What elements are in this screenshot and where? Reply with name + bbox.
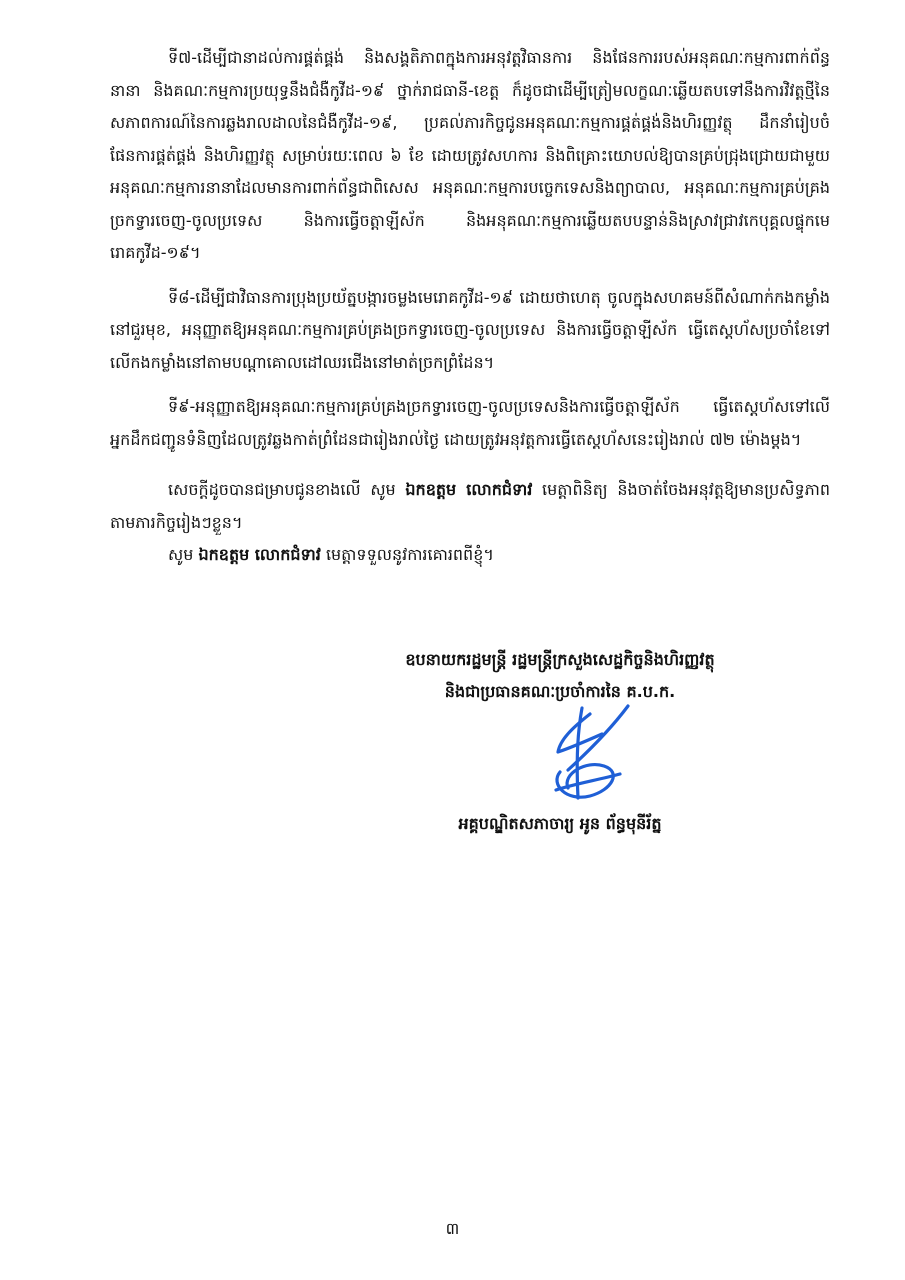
closing-request <box>110 474 830 539</box>
page-number: ៣ <box>445 1219 460 1238</box>
paragraph-9: ទី៩-អនុញ្ញាតឱ្យអនុគណៈកម្មការគ្រប់គ្រងច្រកទ្វារចេញ-ចូលប្រទេសនិងការធ្វើចត្តាឡីស័ក ធ្វើតេស្តហ័សទៅលើអ្នកដឹកជញ្ជូនទំនិញដែលត្រូវឆ្លងកាត់ព្រំដែនជារៀងរាល់ថ្ងៃ ដោយត្រូវអនុវត្តការធ្វើតេស្តហ័សនេះរៀងរាល់ ៧២ ម៉ោងម្តង។ <box>110 397 830 449</box>
paragraph-8: ទី៨-ដើម្បីជាវិធានការប្រុងប្រយ័ត្នបង្ការចម្លងមេរោគកូវីដ-១៩ ដោយថាហេតុ ចូលក្នុងសហគមន៍ពីសំណាក់កងកម្លាំងនៅជួរមុខ, អនុញ្ញាតឱ្យអនុគណៈកម្មការគ្រប់គ្រងច្រកទ្វារចេញ-ចូលប្រទេស និងការធ្វើចត្តាឡីស័ក ធ្វើតេស្តហ័សប្រចាំខែទៅលើកងកម្លាំងនៅតាមបណ្តាគោលដៅឈរជើងនៅមាត់ច្រកព្រំដែន។ <box>110 287 830 372</box>
closing-respect-addressee: ឯកឧត្តម លោកជំទាវ <box>198 545 321 564</box>
signatory-title <box>280 644 840 708</box>
closing-request-post: មេត្តាពិនិត្យ និងចាត់ចែងអនុវត្តឱ្យមានប្រសិទ្ធភាព តាមភារកិច្ចរៀងៗខ្លួន។ <box>110 480 831 532</box>
closing-respect-pre: សូម <box>168 545 199 564</box>
signatory-title-line2: និងជាប្រធានគណៈប្រចាំការនៃ គ.ប.ក. <box>444 682 676 701</box>
closing-request-addressee: ឯកឧត្តម លោកជំទាវ <box>405 480 533 499</box>
body-text <box>110 42 830 572</box>
signer-name: អគ្គបណ្ឌិតសភាចារ្យ អូន ព័ន្ធមុនីរ័ត្ន <box>458 814 662 833</box>
closing-request-pre: សេចក្តីដូចបានជម្រាបជូនខាងលើ សូម <box>168 480 406 499</box>
closing-respect <box>110 539 830 572</box>
paragraph-7: ទី៧-ដើម្បីជានាដល់ការផ្គត់ផ្គង់ និងសង្គតិភាពក្នុងការអនុវត្តវិធានការ និងផែនការរបស់អនុគណៈកម្មការពាក់ព័ន្ធនានា និងគណៈកម្មការប្រយុទ្ធនឹងជំងឺកូវីដ-១៩ ថ្នាក់រាជធានី-ខេត្ត ក៏ដូចជាដើម្បីត្រៀមលក្ខណៈឆ្លើយតបទៅនឹងការវិវត្តថ្មីនៃសភាពការណ៍នៃការឆ្លងរាលដាលនៃជំងឺកូវីដ-១៩, ប្រគល់ភារកិច្ចជូនអនុគណៈកម្មការផ្គត់ផ្គង់និងហិរញ្ញវត្ថុ ដឹកនាំរៀបចំផែនការផ្គត់ផ្គង់ និងហិរញ្ញវត្ថុ សម្រាប់រយៈពេល ៦ ខែ ដោយត្រូវសហការ និងពិគ្រោះយោបល់ឱ្យបានគ្រប់ជ្រុងជ្រោយជាមួយអនុគណៈកម្មការនានាដែលមានការពាក់ព័ន្ធជាពិសេស អនុគណៈកម្មការបច្ចេកទេសនិងព្យាបាល, អនុគណៈកម្មការគ្រប់គ្រងច្រកទ្វារចេញ-ចូលប្រទេស និងការធ្វើចត្តាឡីស័ក និងអនុគណៈកម្មការឆ្លើយតបបន្ទាន់និងស្រាវជ្រាវកេបុគ្គលផ្ទុកមេរោគកូវីដ-១៩។ <box>110 48 830 262</box>
closing-respect-post: មេត្តាទទួលនូវការគោរពពីខ្ញុំ។ <box>320 545 494 564</box>
handwritten-signature <box>520 700 640 810</box>
signatory-title-line1: ឧបនាយករដ្ឋមន្ត្រី រដ្ឋមន្ត្រីក្រសួងសេដ្ឋកិច្ចនិងហិរញ្ញវត្ថុ <box>405 650 715 669</box>
